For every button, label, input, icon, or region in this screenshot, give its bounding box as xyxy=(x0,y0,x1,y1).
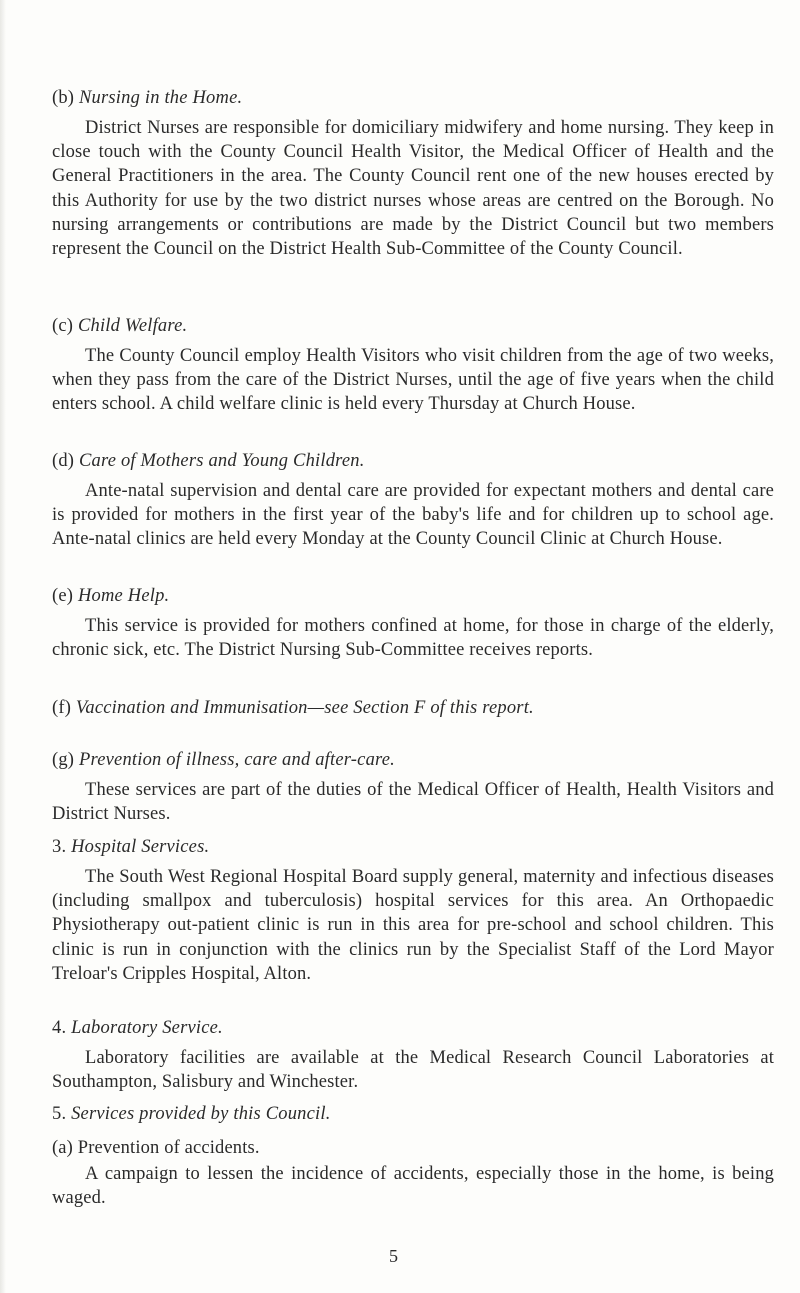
paragraph-text: This service is provided for mothers confined at home, for those in charge of the elderly, chronic sick, etc. The District Nursing Sub-Committee receives reports. xyxy=(52,616,774,661)
section-b xyxy=(52,86,774,261)
section-label: 4. xyxy=(52,1018,67,1038)
subsection-body xyxy=(52,1162,774,1210)
section-body xyxy=(52,865,774,986)
paragraph-text: Ante-natal supervision and dental care are provided for expectant mothers and dental care is provided for mothers in the first year of the baby's life and for children up to school age. Ante-natal clinics are held every Monday at the County Council Clinic at Church House. xyxy=(52,481,774,550)
section-body xyxy=(52,1046,774,1094)
section-e xyxy=(52,584,774,662)
section-label: (e) xyxy=(52,586,74,606)
subsection-label: (a) xyxy=(52,1138,73,1158)
section-title: Hospital Services. xyxy=(71,837,210,857)
section-label: (d) xyxy=(52,451,75,471)
section-label: (f) xyxy=(52,698,72,718)
section-g xyxy=(52,748,774,826)
paragraph-text: Laboratory facilities are available at the Medical Research Council Laboratories at Southampton, Salisbury and Winchester. xyxy=(52,1048,774,1093)
section-title: Prevention of illness, care and after-care. xyxy=(79,750,395,770)
section-title: Services provided by this Council. xyxy=(71,1104,331,1124)
section-heading xyxy=(52,1102,774,1126)
section-label: 5. xyxy=(52,1104,67,1124)
section-heading xyxy=(52,86,774,110)
section-label: (g) xyxy=(52,750,75,770)
section-heading xyxy=(52,696,774,720)
section-heading xyxy=(52,314,774,338)
section-heading xyxy=(52,835,774,859)
page-number: 5 xyxy=(389,1246,398,1266)
paragraph-text: The South West Regional Hospital Board supply general, maternity and infectious diseases (including smallpox and tuberculosis) hospital services for this area. An Orthopaedic Physiotherapy out-patient clinic is run in this area for pre-school and school children. This clinic is run in conjunction with the clinics run by the Specialist Staff of the Lord Mayor Treloar's Cripples Hospital, Alton. xyxy=(52,867,774,984)
section-body xyxy=(52,116,774,261)
section-heading xyxy=(52,748,774,772)
section-label: (b) xyxy=(52,88,75,108)
section-title: Child Welfare. xyxy=(77,316,188,336)
section-d xyxy=(52,449,774,552)
page-edge-shadow xyxy=(0,0,6,1293)
section-5 xyxy=(52,1102,774,1126)
section-heading xyxy=(52,449,774,473)
section-label: 3. xyxy=(52,837,67,857)
section-title: Nursing in the Home. xyxy=(79,88,243,108)
subsection-heading xyxy=(52,1136,774,1160)
paragraph-text: These services are part of the duties of the Medical Officer of Health, Health Visitors and District Nurses. xyxy=(52,780,774,825)
section-title: Laboratory Service. xyxy=(71,1018,223,1038)
section-title: Care of Mothers and Young Children. xyxy=(79,451,365,471)
section-body xyxy=(52,479,774,552)
paragraph-text: District Nurses are responsible for domiciliary midwifery and home nursing. They keep in close touch with the County Council Health Visitor, the Medical Officer of Health and the General Practitioners in the area. The County Council rent one of the new houses erected by this Authority for use by the two district nurses whose areas are centred on the Borough. No nursing arrangements or contributions are made by the District Council but two members represent the Council on the District Health Sub-Committee of the County Council. xyxy=(52,118,774,260)
subsection-title: Prevention of accidents. xyxy=(77,1138,260,1158)
section-body xyxy=(52,344,774,417)
section-heading xyxy=(52,584,774,608)
section-3 xyxy=(52,835,774,986)
section-label: (c) xyxy=(52,316,74,336)
section-heading xyxy=(52,1016,774,1040)
section-body xyxy=(52,778,774,826)
paragraph-text: A campaign to lessen the incidence of accidents, especially those in the home, is being waged. xyxy=(52,1164,774,1209)
section-f xyxy=(52,696,774,720)
section-title: Home Help. xyxy=(77,586,170,606)
section-c xyxy=(52,314,774,417)
section-4 xyxy=(52,1016,774,1094)
section-body xyxy=(52,614,774,662)
paragraph-text: The County Council employ Health Visitors who visit children from the age of two weeks, when they pass from the care of the District Nurses, until the age of five years when the child enters school. A child welfare clinic is held every Thursday at Church House. xyxy=(52,346,774,415)
section-title: Vaccination and Immunisation—see Section F of this report. xyxy=(75,698,534,718)
section-5a xyxy=(52,1136,774,1210)
